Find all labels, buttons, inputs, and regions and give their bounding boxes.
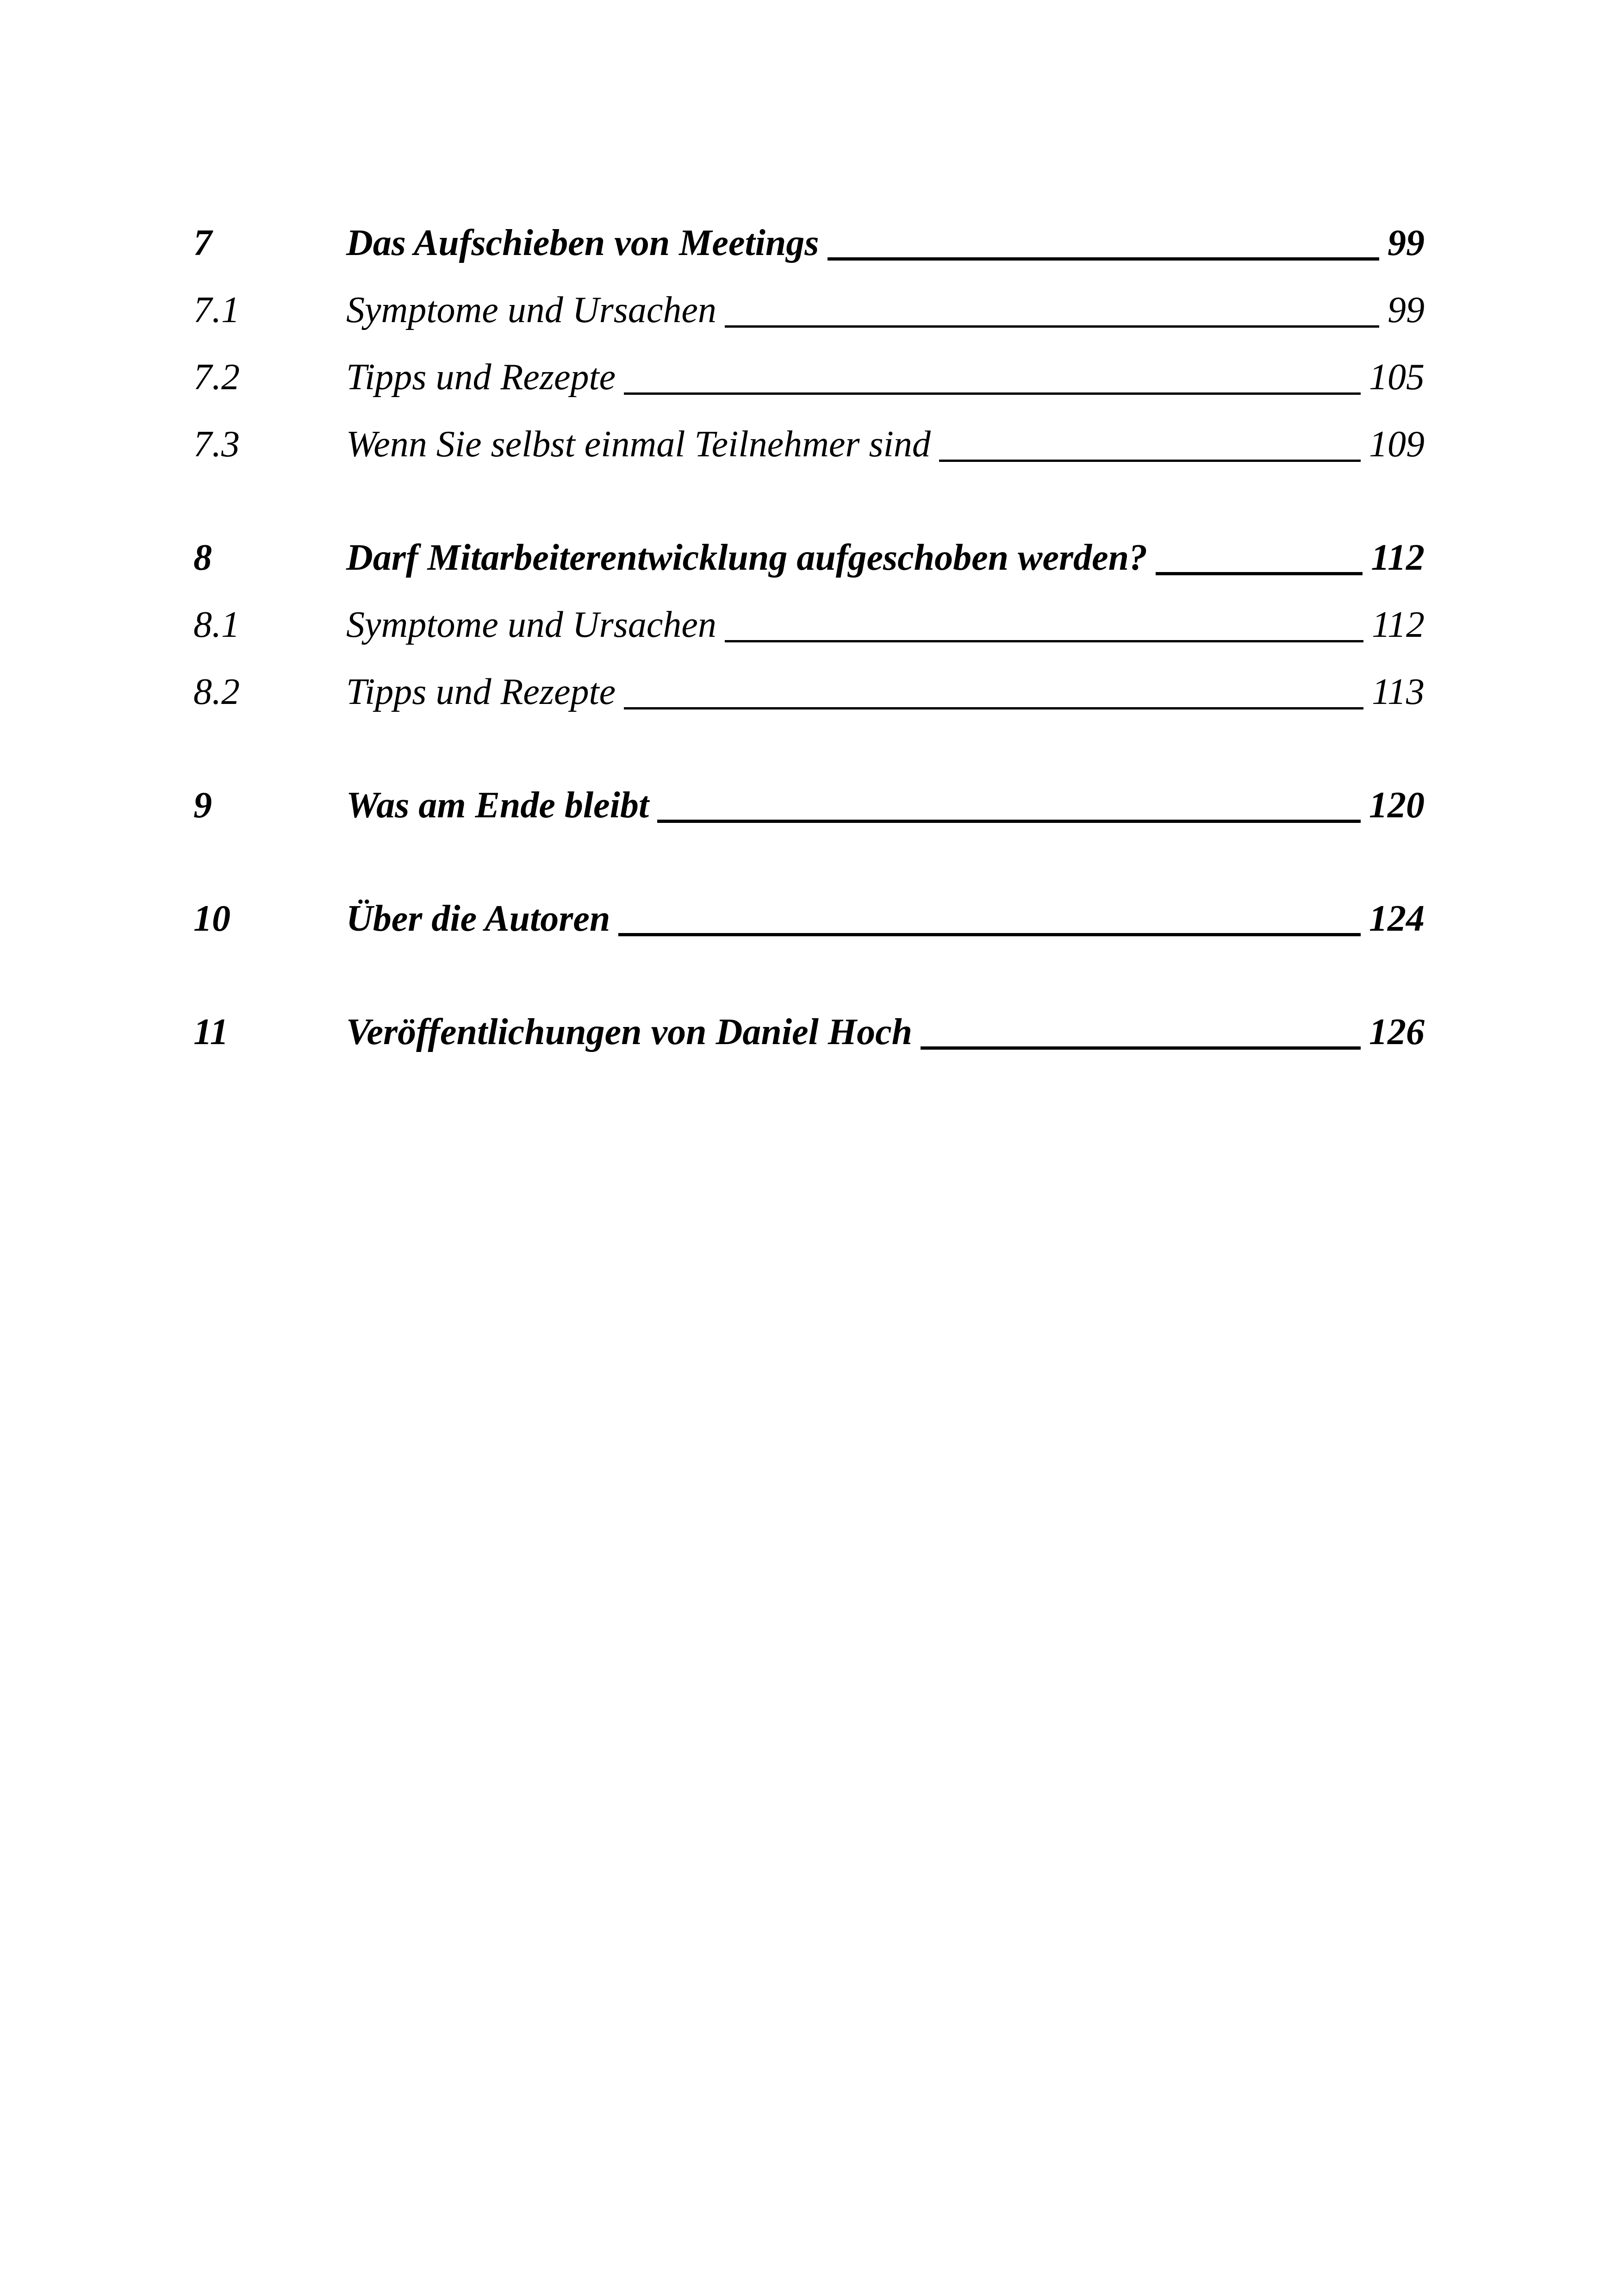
toc-number: 8.2 bbox=[193, 672, 240, 712]
toc-title: Tipps und Rezepte bbox=[346, 672, 616, 712]
toc-entry-section-8-1[interactable] bbox=[193, 597, 1425, 653]
toc-page-number: 120 bbox=[1369, 785, 1425, 826]
toc-number: 7.3 bbox=[193, 424, 240, 465]
toc-entry-chapter-7[interactable] bbox=[193, 215, 1425, 271]
toc-page-number: 124 bbox=[1369, 898, 1425, 939]
toc-title: Symptome und Ursachen bbox=[346, 290, 716, 330]
toc-title: Wenn Sie selbst einmal Teilnehmer sind bbox=[346, 424, 931, 465]
toc-title: Veröffentlichungen von Daniel Hoch bbox=[346, 1012, 913, 1052]
toc-leader-line bbox=[921, 1004, 1361, 1060]
toc-entry-chapter-9[interactable] bbox=[193, 778, 1425, 833]
toc-number: 8.1 bbox=[193, 604, 240, 645]
toc-leader-line bbox=[939, 417, 1361, 472]
toc-entry-section-7-1[interactable] bbox=[193, 282, 1425, 338]
toc-number: 10 bbox=[193, 898, 230, 939]
toc-entry-chapter-8[interactable] bbox=[193, 530, 1425, 585]
toc-page-number: 99 bbox=[1388, 223, 1425, 263]
toc-leader-line bbox=[1156, 530, 1363, 585]
toc-number: 7.2 bbox=[193, 357, 240, 398]
toc-title: Was am Ende bleibt bbox=[346, 785, 649, 826]
toc-leader-line bbox=[657, 778, 1361, 833]
toc-entry-chapter-11[interactable] bbox=[193, 1004, 1425, 1060]
toc-number: 8 bbox=[193, 537, 212, 578]
toc-entry-chapter-10[interactable] bbox=[193, 891, 1425, 946]
toc-entry-section-8-2[interactable] bbox=[193, 664, 1425, 720]
toc-page-number: 109 bbox=[1369, 424, 1425, 465]
toc-entry-section-7-3[interactable] bbox=[193, 417, 1425, 472]
toc-page-number: 112 bbox=[1371, 537, 1425, 578]
toc-leader-line bbox=[828, 215, 1379, 271]
toc-number: 11 bbox=[193, 1012, 229, 1052]
toc-title: Das Aufschieben von Meetings bbox=[346, 223, 819, 263]
toc-page-number: 105 bbox=[1369, 357, 1425, 398]
toc-leader-line bbox=[624, 664, 1363, 720]
toc-number: 9 bbox=[193, 785, 212, 826]
toc-page-number: 112 bbox=[1371, 604, 1425, 645]
toc-leader-line bbox=[618, 891, 1361, 946]
toc-number: 7.1 bbox=[193, 290, 240, 330]
toc-number: 7 bbox=[193, 223, 212, 263]
toc-title: Symptome und Ursachen bbox=[346, 604, 716, 645]
toc-page-number: 126 bbox=[1369, 1012, 1425, 1052]
toc-entry-section-7-2[interactable] bbox=[193, 349, 1425, 405]
toc-title: Tipps und Rezepte bbox=[346, 357, 616, 398]
toc-title: Über die Autoren bbox=[346, 898, 610, 939]
toc-page-number: 113 bbox=[1371, 672, 1425, 712]
toc-leader-line bbox=[725, 597, 1363, 653]
toc-title: Darf Mitarbeiterentwicklung aufgeschoben werden? bbox=[346, 537, 1148, 578]
toc-leader-line bbox=[624, 349, 1361, 405]
toc-page-number: 99 bbox=[1388, 290, 1425, 330]
toc-leader-line bbox=[725, 282, 1379, 338]
